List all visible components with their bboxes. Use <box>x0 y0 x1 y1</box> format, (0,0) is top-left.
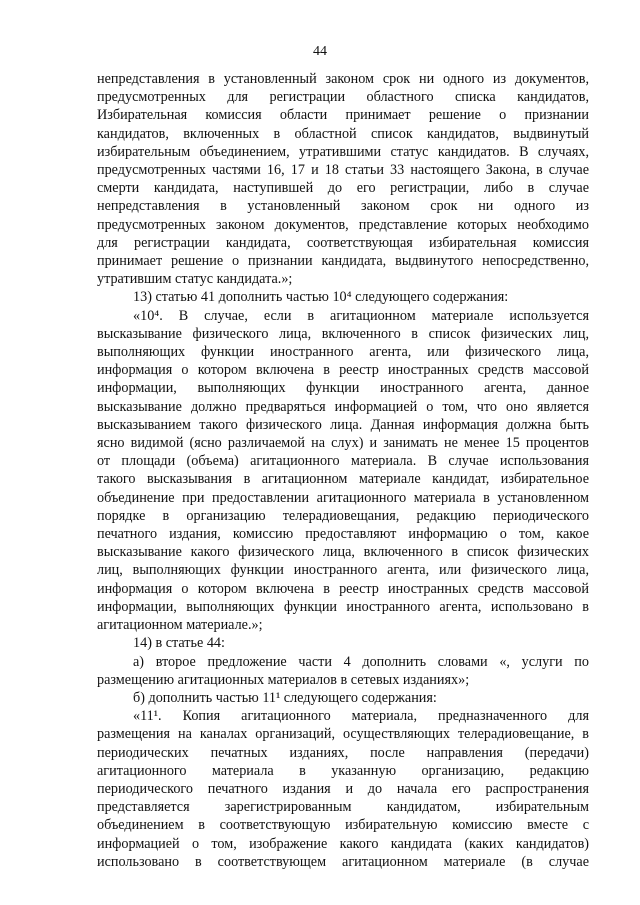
text-line: высказывание должно предваряться информацией о том, что оно является <box>97 398 589 415</box>
text-line: периодического печатного издания и до начала его распространения <box>97 780 589 797</box>
text-line: выполняющих функции иностранного агента, или физического лица, <box>97 344 589 361</box>
text-line: предусмотренных частями 16, 17 и 18 статьи 33 настоящего Закона, в случае <box>97 162 589 179</box>
text-line: печатного издания, комиссию предоставляют информацию о том, какое <box>97 526 589 543</box>
text-line: такого высказывания в агитационном материале кандидат, избирательное <box>97 471 589 488</box>
text-line: избирательным объединением, утратившими статус кандидатов. В случаях, <box>97 143 589 160</box>
text-line: размещению агитационных материалов в сетевых изданиях»; <box>97 671 470 688</box>
text-line: принимает решение о признании кандидата, выдвинутого непосредственно, <box>97 253 589 270</box>
text-line: предусмотренных законом документов, представление которых необходимо <box>97 216 589 233</box>
text-line: объединением в соответствующую избирательную комиссию вместе с <box>97 817 589 834</box>
text-line: утратившим статус кандидата.»; <box>97 271 293 288</box>
text-line: высказывание какого физического лица, включенного в список физических <box>97 544 589 561</box>
document-body <box>97 70 589 871</box>
text-line: информация о котором включена в реестр иностранных средств массовой <box>97 362 589 379</box>
text-line: агитационного материала в указанную организацию, редакцию <box>97 762 589 779</box>
text-line: информации, выполняющих функции иностранного агента, использовано в <box>97 598 589 615</box>
text-line: объединение при предоставлении агитационного материала в установленном <box>97 489 589 506</box>
text-line: использовано в соответствующем агитационном материале (в случае <box>97 853 589 870</box>
text-line: непредставления в установленный законом срок ни одного из <box>97 198 589 215</box>
text-line: агитационном материале.»; <box>97 617 263 634</box>
text-line: 14) в статье 44: <box>133 635 225 652</box>
text-line: 13) статью 41 дополнить частью 10⁴ следующего содержания: <box>133 289 509 306</box>
text-line: а) второе предложение части 4 дополнить словами «, услуги по <box>133 653 589 670</box>
text-line: информации, выполняющих функции иностранного агента, данное <box>97 380 589 397</box>
text-line: порядке в организацию телерадиовещания, редакцию периодического <box>97 507 589 524</box>
text-line: информацией о том, изображение какого кандидата (каких кандидатов) <box>97 835 589 852</box>
text-line: высказыванием такого физического лица. Данная информация должна быть <box>97 416 589 433</box>
text-line: ясно видимой (ясно различаемой на слух) и занимать не менее 15 процентов <box>97 435 589 452</box>
text-line: информация о котором включена в реестр иностранных средств массовой <box>97 580 589 597</box>
text-line: лиц, выполняющих функции иностранного агента, или физического лица, <box>97 562 589 579</box>
text-line: размещения на каналах организаций, осуществляющих телерадиовещание, в <box>97 726 589 743</box>
text-line: «11¹. Копия агитационного материала, предназначенного для <box>133 708 589 725</box>
page-number: 44 <box>313 44 327 59</box>
text-line: кандидатов, включенных в областной список кандидатов, выдвинутый <box>97 125 589 142</box>
text-line: для регистрации кандидата, соответствующая избирательная комиссия <box>97 234 589 251</box>
text-line: предусмотренных для регистрации областного списка кандидатов, <box>97 89 589 106</box>
text-line: смерти кандидата, наступившей до его регистрации, либо в случае <box>97 180 589 197</box>
text-line: от площади (объема) агитационного материала. В случае использования <box>97 453 589 470</box>
text-line: «10⁴. В случае, если в агитационном материале используется <box>133 307 589 324</box>
text-line: непредставления в установленный законом срок ни одного из документов, <box>97 71 589 87</box>
text-line: Избирательная комиссия области принимает решение о признании <box>97 107 589 124</box>
text-line: представляется зарегистрированным кандидатом, избирательным <box>97 799 589 816</box>
text-line: высказывание физического лица, включенного в список физических лиц, <box>97 325 589 342</box>
text-line: б) дополнить частью 11¹ следующего содержания: <box>133 689 437 706</box>
text-line: периодических печатных изданиях, после направления (передачи) <box>97 744 589 761</box>
